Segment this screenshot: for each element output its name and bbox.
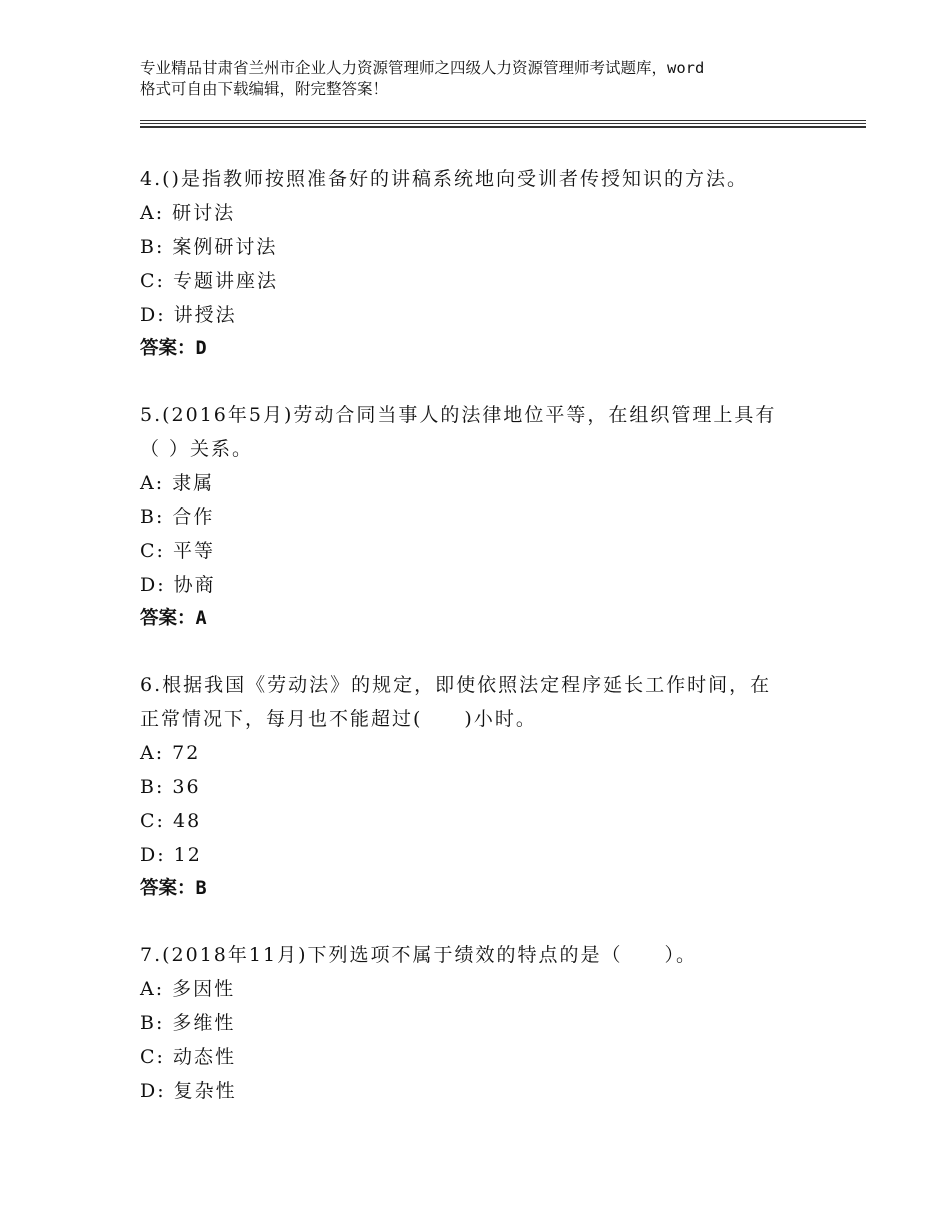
question-stem: 4.()是指教师按照准备好的讲稿系统地向受训者传授知识的方法。 [140,168,748,190]
header-title-line-1: 专业精品甘肃省兰州市企业人力资源管理师之四级人力资源管理师考试题库，word [140,59,705,77]
question-7 [140,938,840,1108]
option-d: D: 12 [140,844,202,866]
header-divider-middle [140,123,866,124]
answer-label: 答案：B [140,878,207,899]
option-a: A: 72 [140,742,201,764]
answer-label: 答案：A [140,608,207,629]
question-6 [140,668,840,906]
option-d: D: 复杂性 [140,1080,237,1102]
option-a: A: 隶属 [140,472,215,494]
option-a: A: 多因性 [140,978,236,1000]
option-b: B: 合作 [140,506,215,528]
question-stem: 6.根据我国《劳动法》的规定，即使依照法定程序延长工作时间，在 [140,674,772,696]
question-stem-continued: （ ）关系。 [140,438,254,460]
document-header [140,58,830,100]
question-5 [140,398,840,636]
header-title-line-2: 格式可自由下载编辑，附完整答案！ [140,80,389,98]
question-stem-continued: 正常情况下，每月也不能超过( )小时。 [140,708,537,730]
option-b: B: 多维性 [140,1012,236,1034]
option-d: D: 讲授法 [140,304,237,326]
header-divider-bottom [140,126,866,128]
option-d: D: 协商 [140,574,216,596]
option-a: A: 研讨法 [140,202,236,224]
option-b: B: 案例研讨法 [140,236,278,258]
option-b: B: 36 [140,776,201,798]
answer-label: 答案：D [140,338,207,359]
option-c: C: 专题讲座法 [140,270,278,292]
question-list [140,162,840,1140]
question-stem: 5.(2016年5月)劳动合同当事人的法律地位平等，在组织管理上具有 [140,404,777,426]
header-divider-top [140,120,866,121]
option-c: C: 48 [140,810,202,832]
option-c: C: 平等 [140,540,215,562]
question-4 [140,162,840,366]
option-c: C: 动态性 [140,1046,236,1068]
question-stem: 7.(2018年11月)下列选项不属于绩效的特点的是（ ）。 [140,944,697,966]
